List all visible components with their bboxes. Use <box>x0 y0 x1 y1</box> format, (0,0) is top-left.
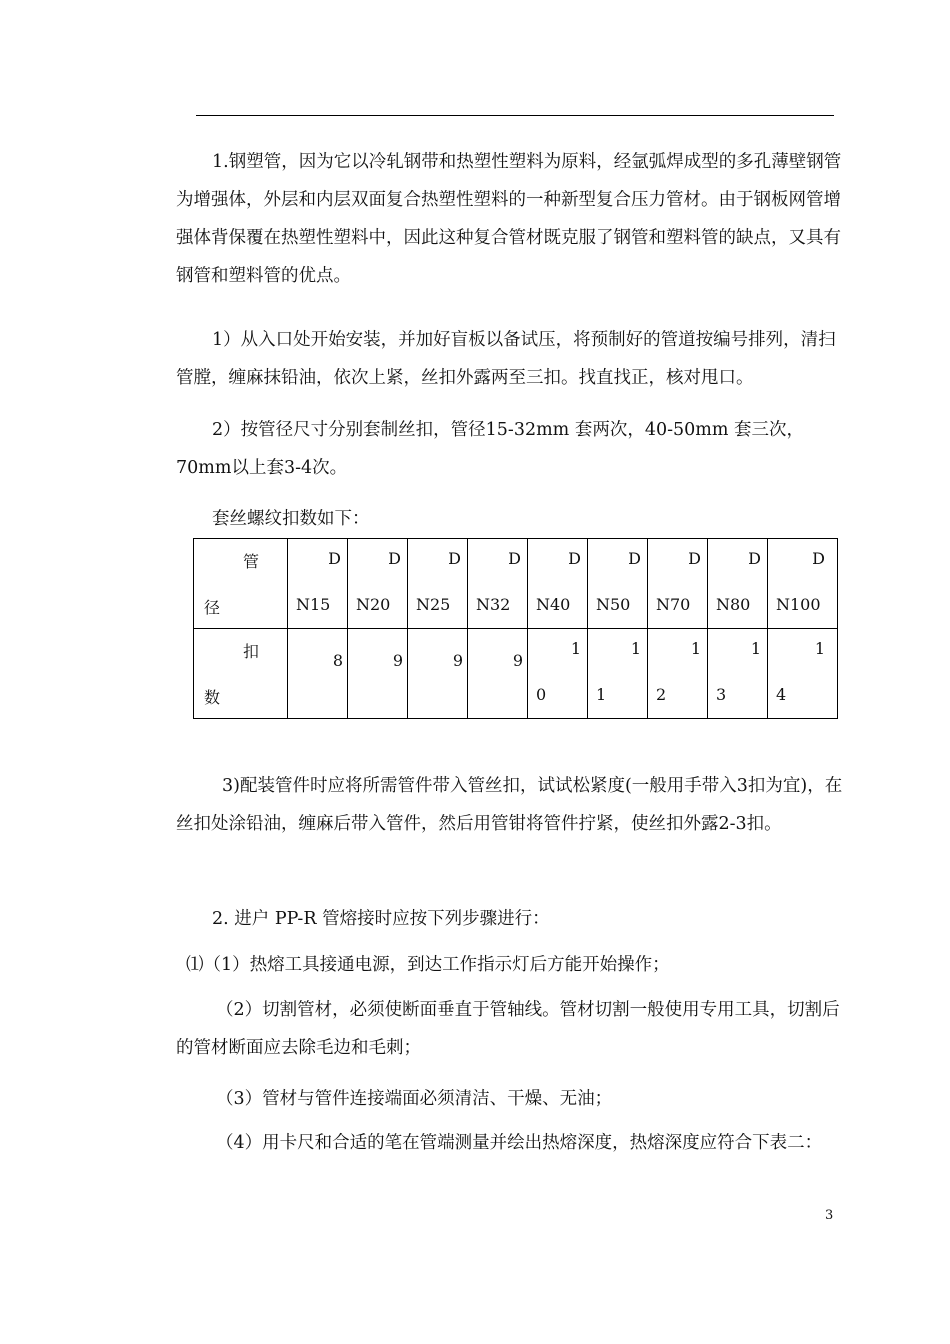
table-cell: 1 3 <box>708 629 768 719</box>
table-cell: D N20 <box>348 539 408 629</box>
header-rule <box>196 115 834 116</box>
table-cell: D N70 <box>648 539 708 629</box>
table-cell: 1 2 <box>648 629 708 719</box>
table-cell: D N15 <box>288 539 348 629</box>
table-cell: 1 0 <box>528 629 588 719</box>
table-cell: D N25 <box>408 539 468 629</box>
table-header-thread-count: 扣 数 <box>194 629 288 719</box>
table-cell: 1 4 <box>768 629 838 719</box>
table-cell: D N32 <box>468 539 528 629</box>
paragraph-fusion-step-2: （2）切割管材，必须使断面垂直于管轴线。管材切割一般使用专用工具，切割后的管材断面应去除毛边和毛刺； <box>176 1000 840 1058</box>
table-row-thread-count <box>194 629 838 719</box>
paragraph-step-3: 3)配装管件时应将所需管件带入管丝扣，试试松紧度(一般用手带入3扣为宜)，在丝扣处涂铅油，缠麻后带入管件，然后用管钳将管件拧紧，使丝扣外露2-3扣。 <box>176 776 843 834</box>
table-header-diameter: 管 径 <box>194 539 288 629</box>
paragraph-fusion-step-1: ⑴（1）热熔工具接通电源，到达工作指示灯后方能开始操作； <box>186 955 670 975</box>
thread-count-table <box>193 538 838 719</box>
table-cell: D N100 <box>768 539 838 629</box>
paragraph-fusion-step-4: （4）用卡尺和合适的笔在管端测量并绘出热熔深度，热熔深度应符合下表二： <box>216 1133 823 1153</box>
paragraph-table-intro: 套丝螺纹扣数如下： <box>212 509 370 529</box>
table-cell: D N40 <box>528 539 588 629</box>
table-cell: D N80 <box>708 539 768 629</box>
paragraph-steel-plastic-pipe: 1.钢塑管，因为它以冷轧钢带和热塑性塑料为原料，经氩弧焊成型的多孔薄壁钢管为增强体，外层和内层双面复合热塑性塑料的一种新型复合压力管材。由于钢板网管增强体背保覆在热塑性塑料中，因此这种复合管材既克服了钢管和塑料管的缺点，又具有钢管和塑料管的优点。 <box>176 152 842 286</box>
table-cell: 8 <box>288 629 348 719</box>
paragraph-step-1: 1）从入口处开始安装，并加好盲板以备试压，将预制好的管道按编号排列，清扫管膛，缠麻抹铅油，依次上紧，丝扣外露两至三扣。找直找正，核对甩口。 <box>176 330 836 388</box>
paragraph-fusion-step-3: （3）管材与管件连接端面必须清洁、干燥、无油； <box>216 1089 613 1109</box>
table-cell: 9 <box>408 629 468 719</box>
table-cell: 1 1 <box>588 629 648 719</box>
table-cell: 9 <box>348 629 408 719</box>
paragraph-step-2: 2）按管径尺寸分别套制丝扣，管径15-32mm 套两次，40-50mm 套三次，70mm以上套3-4次。 <box>176 420 805 478</box>
table-cell: D N50 <box>588 539 648 629</box>
table-cell: 9 <box>468 629 528 719</box>
paragraph-ppr-fusion: 2. 进户 PP-R 管熔接时应按下列步骤进行： <box>212 909 550 929</box>
table-row-diameter <box>194 539 838 629</box>
page-number: 3 <box>825 1208 834 1223</box>
